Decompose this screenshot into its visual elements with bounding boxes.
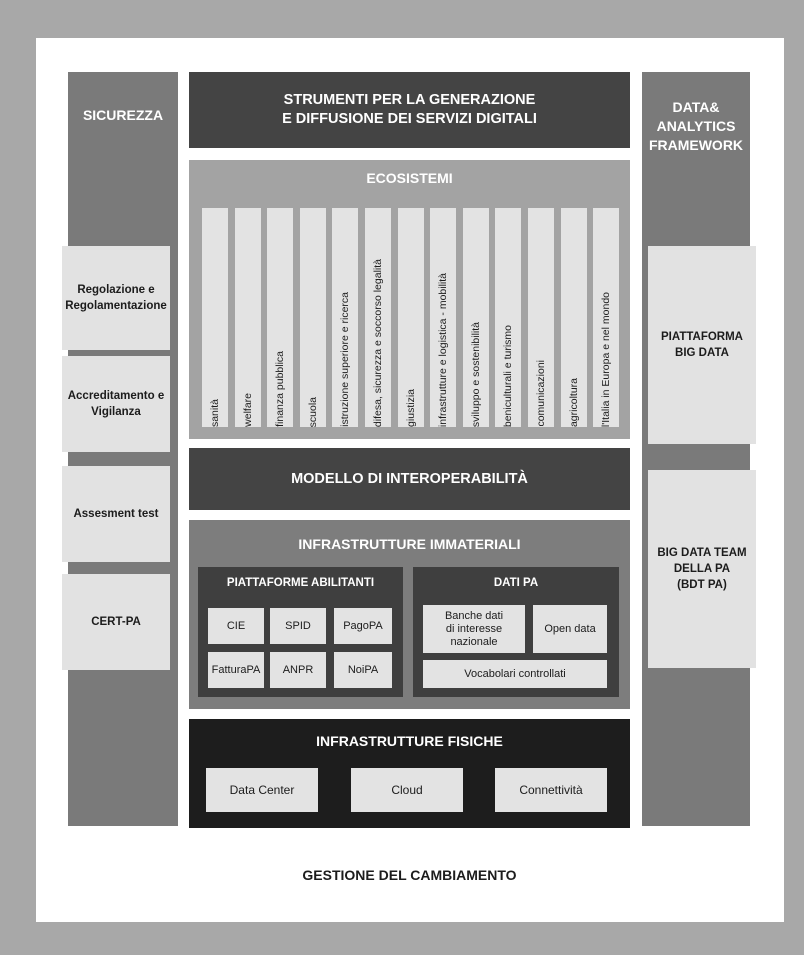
vocabolari-chip xyxy=(423,660,607,688)
ecosistemi-item xyxy=(463,208,489,427)
cloud-chip xyxy=(351,768,463,812)
ecosistemi-item-label: scuola xyxy=(306,396,319,427)
data-center-chip xyxy=(206,768,318,812)
interoperabilita-title: MODELLO DI INTEROPERABILITÀ xyxy=(291,471,528,487)
immateriali-title: INFRASTRUTTURE IMMATERIALI xyxy=(298,536,521,552)
ecosistemi-item-label: agricoltura xyxy=(567,377,580,427)
ecosistemi-item-label: comunicazioni xyxy=(535,360,547,427)
noipa-label: NoiPA xyxy=(347,664,379,676)
data-center-label: Data Center xyxy=(229,783,295,797)
data-analytics-title-line: DATA& xyxy=(672,99,720,115)
piattaforma-big-data-line: PIATTAFORMA xyxy=(661,331,743,343)
ecosistemi-item xyxy=(235,208,261,427)
strumenti-bar xyxy=(189,72,630,148)
cloud-label: Cloud xyxy=(391,783,423,797)
banche-dati-line: di interesse xyxy=(445,622,503,635)
ecosistemi-item xyxy=(365,208,391,427)
assesment-box xyxy=(62,466,170,562)
ecosistemi-item-label: finanza pubblica xyxy=(274,351,287,427)
cert-pa-label: CERT-PA xyxy=(91,616,141,628)
ecosistemi-title: ECOSISTEMI xyxy=(366,170,453,186)
accreditamento-label: Accreditamento e Vigilanza xyxy=(67,390,165,418)
assesment-label: Assesment test xyxy=(73,508,159,520)
cie-chip xyxy=(208,608,264,644)
ecosistemi-item xyxy=(202,208,228,427)
pagopa-chip xyxy=(334,608,392,644)
anpr-chip xyxy=(270,652,326,688)
data-analytics-title xyxy=(642,98,750,155)
big-data-team-line: (BDT PA) xyxy=(677,579,727,591)
data-analytics-column xyxy=(642,72,750,826)
ecosistemi-item xyxy=(300,208,326,427)
fatturapa-chip xyxy=(208,652,264,688)
banche-dati-chip xyxy=(423,605,525,653)
ecosistemi-item-label: giustizia xyxy=(404,389,417,427)
interoperabilita-bar xyxy=(189,448,630,510)
accreditamento-box xyxy=(62,356,170,452)
big-data-team-line: DELLA PA xyxy=(673,563,731,575)
ecosistemi-item-label: difesa, sicurezza e soccorso legalità xyxy=(372,258,384,427)
ecosistemi-item xyxy=(528,208,554,427)
ecosistemi-item-label: l'Italia in Europa e nel mondo xyxy=(600,291,613,427)
ecosistemi-item xyxy=(593,208,619,427)
fisiche-title: INFRASTRUTTURE FISICHE xyxy=(316,733,503,749)
piattaforma-big-data-line: BIG DATA xyxy=(675,347,729,359)
connettivita-label: Connettività xyxy=(519,783,583,797)
ecosistemi-item xyxy=(398,208,424,427)
dati-pa-title: DATI PA xyxy=(493,577,539,589)
piattaforma-big-data-box xyxy=(648,246,756,444)
big-data-team-line: BIG DATA TEAM xyxy=(657,547,747,559)
ecosistemi-item-label: beniculturali e turismo xyxy=(502,324,515,427)
open-data-label: Open data xyxy=(544,623,596,635)
cie-label: CIE xyxy=(226,620,246,632)
data-analytics-title-line: FRAMEWORK xyxy=(648,137,744,153)
anpr-label: ANPR xyxy=(282,664,314,676)
piattaforme-title: PIATTAFORME ABILITANTI xyxy=(226,577,375,589)
vocabolari-label: Vocabolari controllati xyxy=(464,668,566,680)
ecosistemi-item-label: sviluppo e sostenibilità xyxy=(469,321,482,427)
regolazione-label: Regolazione e Regolamentazione xyxy=(65,284,167,312)
fatturapa-label: FatturaPA xyxy=(211,664,261,676)
ecosistemi-item-label: infrastrutture e logistica - mobilità xyxy=(437,272,450,427)
connettivita-chip xyxy=(495,768,607,812)
ecosistemi-item xyxy=(267,208,293,427)
open-data-chip xyxy=(533,605,607,653)
spid-label: SPID xyxy=(285,620,311,632)
sicurezza-title: SICUREZZA xyxy=(82,107,164,123)
gestione-cambiamento: GESTIONE DEL CAMBIAMENTO xyxy=(302,867,517,883)
ecosistemi-item xyxy=(332,208,358,427)
ecosistemi-item-label: welfare xyxy=(241,393,254,427)
ecosistemi-item-label: istruzione superiore e ricerca xyxy=(339,292,352,427)
big-data-team-box xyxy=(648,470,756,668)
ecosistemi-item xyxy=(495,208,521,427)
strumenti-line: STRUMENTI PER LA GENERAZIONE xyxy=(283,92,536,108)
noipa-chip xyxy=(334,652,392,688)
strumenti-line: E DIFFUSIONE DEI SERVIZI DIGITALI xyxy=(282,111,537,127)
spid-chip xyxy=(270,608,326,644)
banche-dati-line: nazionale xyxy=(450,635,498,648)
cert-pa-box xyxy=(62,574,170,670)
regolazione-box xyxy=(62,246,170,350)
ecosistemi-item-label: sanità xyxy=(209,398,221,427)
ecosistemi-item xyxy=(561,208,587,427)
pagopa-label: PagoPA xyxy=(343,620,383,632)
ecosistemi-item xyxy=(430,208,456,427)
data-analytics-title-line: ANALYTICS xyxy=(656,118,736,134)
banche-dati-line: Banche dati xyxy=(444,609,504,622)
